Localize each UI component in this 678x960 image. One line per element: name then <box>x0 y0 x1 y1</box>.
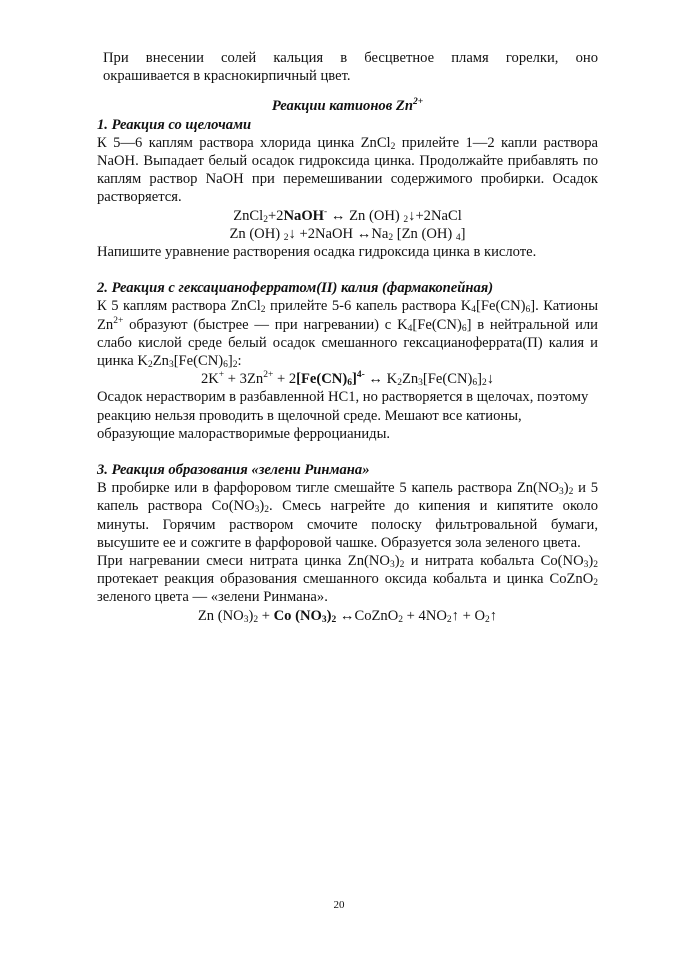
page-number: 20 <box>333 899 345 911</box>
intro-line-2: окрашивается в краснокирпичный цвет. <box>103 68 351 85</box>
reaction-1-equation-2: Zn (OH) $_2$↓ +2NaOH $\leftrightarrow Na_2$ [Zn (OH) $_4$] <box>229 225 466 243</box>
intro-paragraph <box>97 49 598 85</box>
reaction-3-heading: 3. Реакция образования «зелени Ринмана» <box>97 462 370 479</box>
section-title: Реакции катионов $Zn^{2+}$ <box>271 97 424 115</box>
reaction-2-heading: 2. Реакция с гексацианоферратом(II) калия (фармакопейная) <box>97 280 494 297</box>
reaction-2-equation: $2K^+ + 3Zn^{2+} + 2[Fe(CN)_6]^{4-}$ ↔ $K_2Zn_3[Fe(CN)_6]_2↓$ <box>200 370 495 389</box>
reaction-1-paragraph: К 5—6 каплям раствора хлорида цинка ZnCl$_2$ прилейте 1—2 капли раствора NaOH. Выпадает белый осадок гидроксида цинка. Продолжайте прибавлять по каплям раствор NaOH при перемешивании содержимого пробирки. Осадок растворяется. <box>97 134 598 206</box>
reaction-2-paragraph: К 5 каплям раствора ZnCl$_2$ прилейте 5-6 капель раствора $K_4[Fe(CN)_6]$. Катионы $Zn^{2+}$ образуют (быстрее — при нагревании) с $K_4[Fe(CN)_6]$ в нейтральной или слабо кислой среде белый осадок смешанного гексацианоферрата(П) калия и цинка $K_2Zn_3[Fe(CN)_6]_2$: <box>97 298 598 371</box>
reaction-3-paragraph-1: В пробирке или в фарфоровом тигле смешайте 5 капель раствора $Zn(NO_3)_2$ и 5 капель раствора $Co(NO_3)_2$. Смесь нагрейте до кипения и кипятите около минуты. Горячим раствором смочите полоску фильтровальной бумаги, высушите ее и сожгите в фарфоровой чашке. Образуется зола зеленого цвета. <box>97 480 599 551</box>
document-page <box>97 49 598 625</box>
reaction-2-note: Осадок нерастворим в разбавленной НС1, но растворяется в щелочах, поэтому реакцию нельзя проводить в щелочной среде. Мешают все катионы, образующие малорастворимые ферроцианиды. <box>97 389 589 442</box>
reaction-1-equation-1: ZnCl$_2$+2NaOH- ↔ Zn (OH) $_2$↓+2NaCl <box>233 206 462 225</box>
reaction-1-task: Напишите уравнение растворения осадка гидроксида цинка в кислоте. <box>97 244 537 261</box>
reaction-1-heading: 1. Реакция со щелочами <box>97 116 252 133</box>
reaction-3-paragraph-2: При нагревании смеси нитрата цинка $Zn(NO_3)_2$ и нитрата кобальта $Co(NO_3)_2$ протекает реакция образования смешанного оксида кобальта и цинка CoZnO$_2$ зеленого цвета — «зелени Ринмана». <box>97 553 598 606</box>
intro-line-1: При внесении солей кальция в бесцветное пламя горелки, оно <box>103 50 598 66</box>
reaction-3-equation: Zn $(NO_3)_2 + Co$ $(NO_3)_2$ ↔CoZnO$_2$ + $4NO_2↑$ + $O_2↑$ <box>197 607 498 625</box>
